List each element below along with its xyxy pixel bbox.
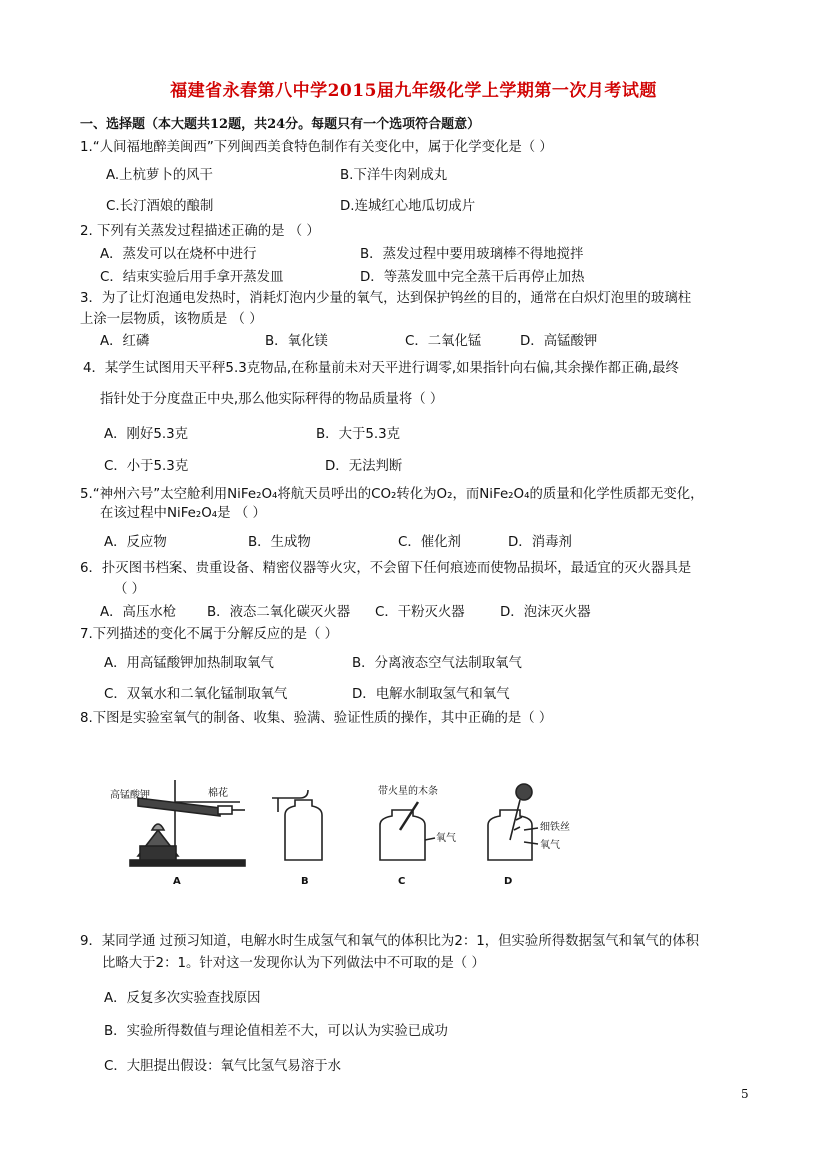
question-7-stem: 7.下列描述的变化不属于分解反应的是（ ） bbox=[80, 627, 339, 642]
lab-apparatus-figure bbox=[100, 770, 570, 890]
question-5-option-d: D．消毒剂 bbox=[508, 535, 572, 550]
page-number: 5 bbox=[741, 1087, 749, 1101]
label-cotton: 棉花 bbox=[208, 788, 228, 799]
question-5-stem-line1: 5.“神州六号”太空舱利用NiFe₂O₄将航天员呼出的CO₂转化为O₂，而NiFe₂O₄的质量和化学性质都无变化， bbox=[80, 487, 704, 502]
question-4-option-d: D．无法判断 bbox=[325, 459, 403, 474]
question-9-stem-line2: 比略大于2：1。针对这一发现你认为下列做法中不可取的是（ ） bbox=[102, 956, 485, 971]
question-4-stem-line1: 4．某学生试图用天平秤5.3克物品,在称量前未对天平进行调零,如果指针向右偏,其余操作都正确,最终 bbox=[83, 361, 679, 376]
question-6-option-b: B．液态二氧化碳灭火器 bbox=[207, 605, 351, 620]
label-oxygen-d: 氧气 bbox=[540, 840, 560, 851]
question-7-option-d: D．电解水制取氢气和氧气 bbox=[352, 687, 510, 702]
question-6-stem-line1: 6．扑灭图书档案、贵重设备、精密仪器等火灾，不会留下任何痕迹而使物品损坏，最适宜的灭火器具是 bbox=[80, 561, 692, 576]
label-iron-wire: 细铁丝 bbox=[540, 822, 570, 833]
question-4-option-a: A．刚好5.3克 bbox=[104, 427, 189, 442]
question-7-option-b: B．分离液态空气法制取氧气 bbox=[352, 656, 522, 671]
question-2-option-c: C．结束实验后用手拿开蒸发皿 bbox=[100, 270, 284, 285]
page-title: 福建省永春第八中学2015届九年级化学上学期第一次月考试题 bbox=[170, 81, 657, 101]
apparatus-d bbox=[488, 784, 538, 860]
question-5-option-c: C．催化剂 bbox=[398, 535, 461, 550]
label-kmno4: 高锰酸钾 bbox=[110, 790, 150, 801]
question-6-option-d: D．泡沫灭火器 bbox=[500, 605, 591, 620]
question-9-option-a: A．反复多次实验查找原因 bbox=[104, 991, 261, 1006]
question-2-option-a: A．蒸发可以在烧杯中进行 bbox=[100, 247, 257, 262]
question-6-stem-line2: （ ） bbox=[114, 582, 146, 597]
question-5-stem-line2: 在该过程中NiFe₂O₄是 （ ） bbox=[100, 506, 266, 521]
label-c: C bbox=[398, 876, 406, 887]
question-1-option-b: B.下洋牛肉剁成丸 bbox=[340, 168, 448, 183]
label-a: A bbox=[173, 876, 181, 887]
question-3-option-c: C．二氧化锰 bbox=[405, 334, 482, 349]
question-3-stem-line2: 上涂一层物质，该物质是 （ ） bbox=[80, 312, 263, 327]
question-6-option-a: A．高压水枪 bbox=[100, 605, 177, 620]
question-6-option-c: C．干粉灭火器 bbox=[375, 605, 465, 620]
question-4-option-b: B．大于5.3克 bbox=[316, 427, 401, 442]
label-splint: 带火星的木条 bbox=[378, 786, 438, 797]
section-heading: 一、选择题（本大题共12题，共24分。每题只有一个选项符合题意） bbox=[80, 117, 481, 132]
question-4-stem-line2: 指针处于分度盘正中央,那么他实际秤得的物品质量将（ ） bbox=[100, 392, 444, 407]
apparatus-c bbox=[380, 802, 435, 860]
label-b: B bbox=[301, 876, 309, 887]
question-9-option-b: B．实验所得数值与理论值相差不大，可以认为实验已成功 bbox=[104, 1024, 448, 1039]
question-7-option-c: C．双氧水和二氧化锰制取氧气 bbox=[104, 687, 288, 702]
question-1-stem: 1.“人间福地醉美闽西”下列闽西美食特色制作有关变化中，属于化学变化是（ ） bbox=[80, 140, 553, 155]
question-1-option-a: A.上杭萝卜的风干 bbox=[106, 168, 213, 183]
question-3-stem-line1: 3．为了让灯泡通电发热时，消耗灯泡内少量的氧气，达到保护钨丝的目的，通常在白炽灯泡里的玻璃柱 bbox=[80, 291, 692, 306]
question-3-option-a: A．红磷 bbox=[100, 334, 150, 349]
question-9-stem-line1: 9．某同学通 过预习知道，电解水时生成氢气和氧气的体积比为2：1，但实验所得数据氢气和氧气的体积 bbox=[80, 934, 699, 949]
question-3-option-b: B．氧化镁 bbox=[265, 334, 328, 349]
question-5-option-a: A．反应物 bbox=[104, 535, 167, 550]
question-9-option-c: C．大胆提出假设：氧气比氢气易溶于水 bbox=[104, 1059, 341, 1074]
question-2-option-d: D．等蒸发皿中完全蒸干后再停止加热 bbox=[360, 270, 585, 285]
question-2-stem: 2. 下列有关蒸发过程描述正确的是 （ ） bbox=[80, 224, 320, 239]
label-d: D bbox=[504, 876, 513, 887]
label-oxygen-c: 氧气 bbox=[436, 833, 456, 844]
question-5-option-b: B．生成物 bbox=[248, 535, 311, 550]
question-7-option-a: A．用高锰酸钾加热制取氧气 bbox=[104, 656, 274, 671]
question-8-stem: 8.下图是实验室氧气的制备、收集、验满、验证性质的操作，其中正确的是（ ） bbox=[80, 711, 553, 726]
question-2-option-b: B．蒸发过程中要用玻璃棒不得地搅拌 bbox=[360, 247, 584, 262]
question-3-option-d: D．高锰酸钾 bbox=[520, 334, 598, 349]
question-1-option-c: C.长汀酒娘的酿制 bbox=[106, 199, 214, 214]
question-1-option-d: D.连城红心地瓜切成片 bbox=[340, 199, 476, 214]
apparatus-b bbox=[272, 790, 322, 860]
question-4-option-c: C．小于5.3克 bbox=[104, 459, 189, 474]
